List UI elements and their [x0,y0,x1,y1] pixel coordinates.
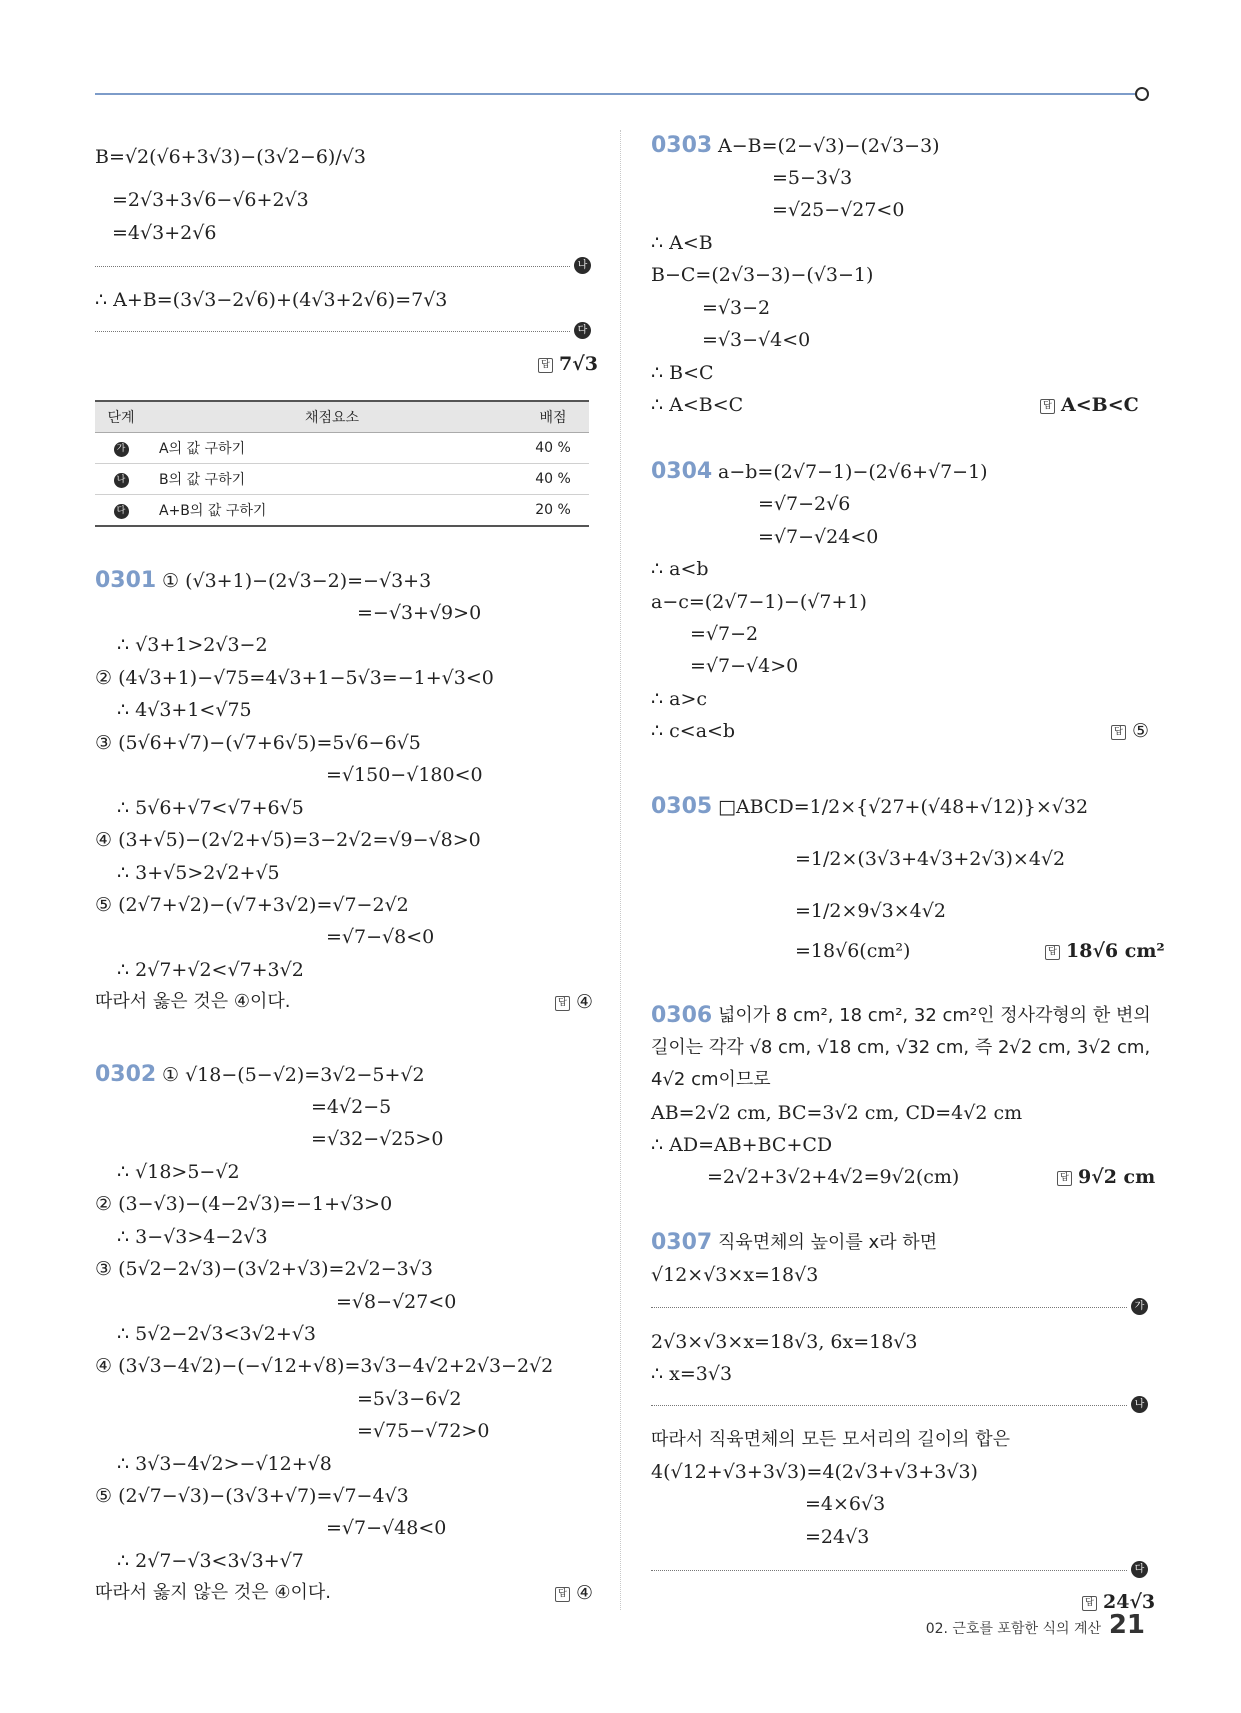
eq-line: =1/2×(3√3+4√3+2√3)×4√2 [795,848,1066,870]
eq-line: ∴ A<B [651,232,713,254]
eq-line: ∴ c<a<b [651,720,736,742]
step-mark: 나 [114,473,129,488]
table-row [95,433,589,464]
problem-number: 0301 [95,568,157,593]
header-rule [95,93,1142,95]
eq-line: 4(√12+√3+3√3)=4(2√3+√3+3√3) [651,1461,978,1483]
eq-line: ③ (5√6+√7)−(√7+6√5)=5√6−6√5 [95,732,421,754]
eq-line: 2√3×√3×x=18√3, 6x=18√3 [651,1331,918,1353]
answer-0304 [1111,719,1149,743]
eq-line: =√7−√24<0 [758,526,879,548]
eq-line: A−B=(2−√3)−(2√3−3) [718,135,940,157]
text-line: 길이는 각각 √8 cm, √18 cm, √32 cm, 즉 2√2 cm, 3√2 cm, [651,1037,1151,1058]
eq-line: =2√2+3√2+4√2=9√2(cm) [707,1166,960,1188]
answer-icon: 답 [555,1587,570,1602]
eq-line: ∴ 3+√5>2√2+√5 [117,862,280,884]
eq-line: ∴ a<b [651,558,709,580]
eq-line: ∴ 5√2−2√3<3√2+√3 [117,1323,316,1345]
answer-icon: 답 [555,996,570,1011]
answer-icon: 답 [1057,1171,1072,1186]
table-cell: A의 값 구하기 [147,433,517,464]
answer-value: 9√2 cm [1078,1166,1156,1188]
dotted-divider [95,266,570,267]
eq-line: ∴ 2√7+√2<√7+3√2 [117,959,304,981]
dotted-divider [651,1570,1127,1571]
header-score: 배점 [517,401,589,433]
chapter-footer: 02. 근호를 포함한 식의 계산 [925,1621,1101,1637]
eq-line: ∴ a>c [651,688,708,710]
eq-line: =4×6√3 [805,1493,886,1515]
answer-value: A<B<C [1061,394,1139,416]
eq-line: =4√2−5 [311,1096,392,1118]
answer-icon: 답 [1045,945,1060,960]
eq-line: =√32−√25>0 [311,1128,444,1150]
eq-line: a−b=(2√7−1)−(2√6+√7−1) [718,461,988,483]
eq-line: B=√2(√6+3√3)−(3√2−6)/√3 [95,146,366,168]
answer-0302 [555,1581,593,1605]
eq-line: ∴ 3√3−4√2>−√12+√8 [117,1453,332,1475]
eq-line: ∴ A<B<C [651,394,744,416]
eq-line: ∴ 3−√3>4−2√3 [117,1226,268,1248]
eq-line: ∴ x=3√3 [651,1363,733,1385]
eq-line: =√8−√27<0 [336,1291,457,1313]
table-cell: 40 % [517,433,589,464]
eq-line: =√7−√8<0 [326,926,435,948]
step-mark: 가 [1131,1298,1148,1315]
dotted-divider [651,1307,1127,1308]
step-mark: 다 [574,322,591,339]
eq-line: ① √18−(5−√2)=3√2−5+√2 [162,1064,425,1086]
eq-line: ∴ √18>5−√2 [117,1161,240,1183]
table-cell: 40 % [517,464,589,495]
answer-value: 7√3 [559,353,598,375]
problem-number: 0303 [651,133,713,158]
answer-value: 18√6 cm² [1066,940,1165,962]
dotted-divider [651,1405,1127,1406]
eq-line: ③ (5√2−2√3)−(3√2+√3)=2√2−3√3 [95,1258,433,1280]
eq-line: =√7−2 [690,623,759,645]
text-line: 넓이가 8 cm², 18 cm², 32 cm²인 정사각형의 한 변의 [718,1005,1151,1026]
eq-line: ∴ A+B=(3√3−2√6)+(4√3+2√6)=7√3 [95,289,448,311]
eq-line: =√7−√4>0 [690,655,799,677]
table-cell: B의 값 구하기 [147,464,517,495]
eq-line: =18√6(cm²) [795,940,911,962]
problem-number: 0306 [651,1003,713,1028]
answer-value: ④ [576,1582,594,1604]
eq-line: ④ (3+√5)−(2√2+√5)=3−2√2=√9−√8>0 [95,829,481,851]
eq-line: √12×√3×x=18√3 [651,1264,819,1286]
answer-icon: 답 [1111,725,1126,740]
eq-line: =√7−√48<0 [326,1517,447,1539]
answer-0303 [1040,393,1139,417]
step-mark: 다 [1131,1561,1148,1578]
column-divider [620,130,621,1610]
answer-0306 [1057,1165,1155,1189]
eq-line: ∴ √3+1>2√3−2 [117,634,268,656]
eq-line: =√25−√27<0 [772,199,905,221]
eq-line: =2√3+3√6−√6+2√3 [112,189,309,211]
header-step: 단계 [95,401,147,433]
dotted-divider [95,331,570,332]
header-dot [1135,87,1149,101]
problem-number: 0304 [651,459,713,484]
eq-line: =−√3+√9>0 [357,602,482,624]
eq-line: ∴ 2√7−√3<3√3+√7 [117,1550,304,1572]
header-item: 채점요소 [147,401,517,433]
scoring-table [95,400,589,527]
eq-line: ∴ 4√3+1<√75 [117,699,252,721]
eq-line: AB=2√2 cm, BC=3√2 cm, CD=4√2 cm [651,1102,1023,1124]
answer-icon: 답 [538,358,553,373]
eq-line: ∴ 5√6+√7<√7+6√5 [117,797,304,819]
answer-0300 [538,352,598,376]
eq-line: ② (4√3+1)−√75=4√3+1−5√3=−1+√3<0 [95,667,494,689]
table-row [95,464,589,495]
eq-line: =1/2×9√3×4√2 [795,900,946,922]
step-mark: 가 [114,442,129,457]
eq-line: =24√3 [805,1526,870,1548]
step-mark: 나 [1131,1396,1148,1413]
eq-line: =√3−√4<0 [702,329,811,351]
problem-number: 0302 [95,1062,157,1087]
eq-line: ⑤ (2√7−√3)−(3√3+√7)=√7−4√3 [95,1485,409,1507]
eq-line: ∴ B<C [651,362,714,384]
problem-number: 0307 [651,1230,713,1255]
eq-line: =5√3−6√2 [357,1388,462,1410]
eq-line: ⑤ (2√7+√2)−(√7+3√2)=√7−2√2 [95,894,409,916]
answer-icon: 답 [1040,399,1055,414]
eq-line: =√150−√180<0 [326,764,483,786]
eq-line: ② (3−√3)−(4−2√3)=−1+√3>0 [95,1193,393,1215]
answer-icon: 답 [1082,1596,1097,1611]
answer-0301 [555,990,593,1014]
text-line: 직육면체의 높이를 x라 하면 [718,1232,938,1253]
eq-line: =√75−√72>0 [357,1420,490,1442]
eq-line: =4√3+2√6 [112,222,217,244]
conclusion-text: 따라서 옳지 않은 것은 ④이다. [95,1582,332,1603]
page-number: 21 [1108,1610,1145,1640]
step-mark: 다 [114,504,129,519]
problem-number: 0305 [651,794,713,819]
table-cell: A+B의 값 구하기 [147,495,517,527]
table-cell: 20 % [517,495,589,527]
eq-line: ④ (3√3−4√2)−(−√12+√8)=3√3−4√2+2√3−2√2 [95,1355,554,1377]
conclusion-text: 따라서 옳은 것은 ④이다. [95,991,291,1012]
eq-line: □ABCD=1/2×{√27+(√48+√12)}×√32 [718,796,1089,818]
eq-line: =√3−2 [702,297,771,319]
eq-line: =√7−2√6 [758,493,851,515]
answer-0305 [1045,939,1165,963]
step-mark: 나 [574,257,591,274]
answer-value: ⑤ [1132,720,1150,742]
eq-line: =5−3√3 [772,167,853,189]
eq-line: a−c=(2√7−1)−(√7+1) [651,591,867,613]
table-row [95,495,589,527]
eq-line: ∴ AD=AB+BC+CD [651,1134,833,1156]
eq-line: B−C=(2√3−3)−(√3−1) [651,264,874,286]
text-line: 4√2 cm이므로 [651,1069,771,1090]
answer-value: ④ [576,991,594,1013]
text-line: 따라서 직육면체의 모든 모서리의 길이의 합은 [651,1429,1010,1450]
answer-value: 24√3 [1103,1591,1156,1613]
eq-line: ① (√3+1)−(2√3−2)=−√3+3 [162,570,432,592]
